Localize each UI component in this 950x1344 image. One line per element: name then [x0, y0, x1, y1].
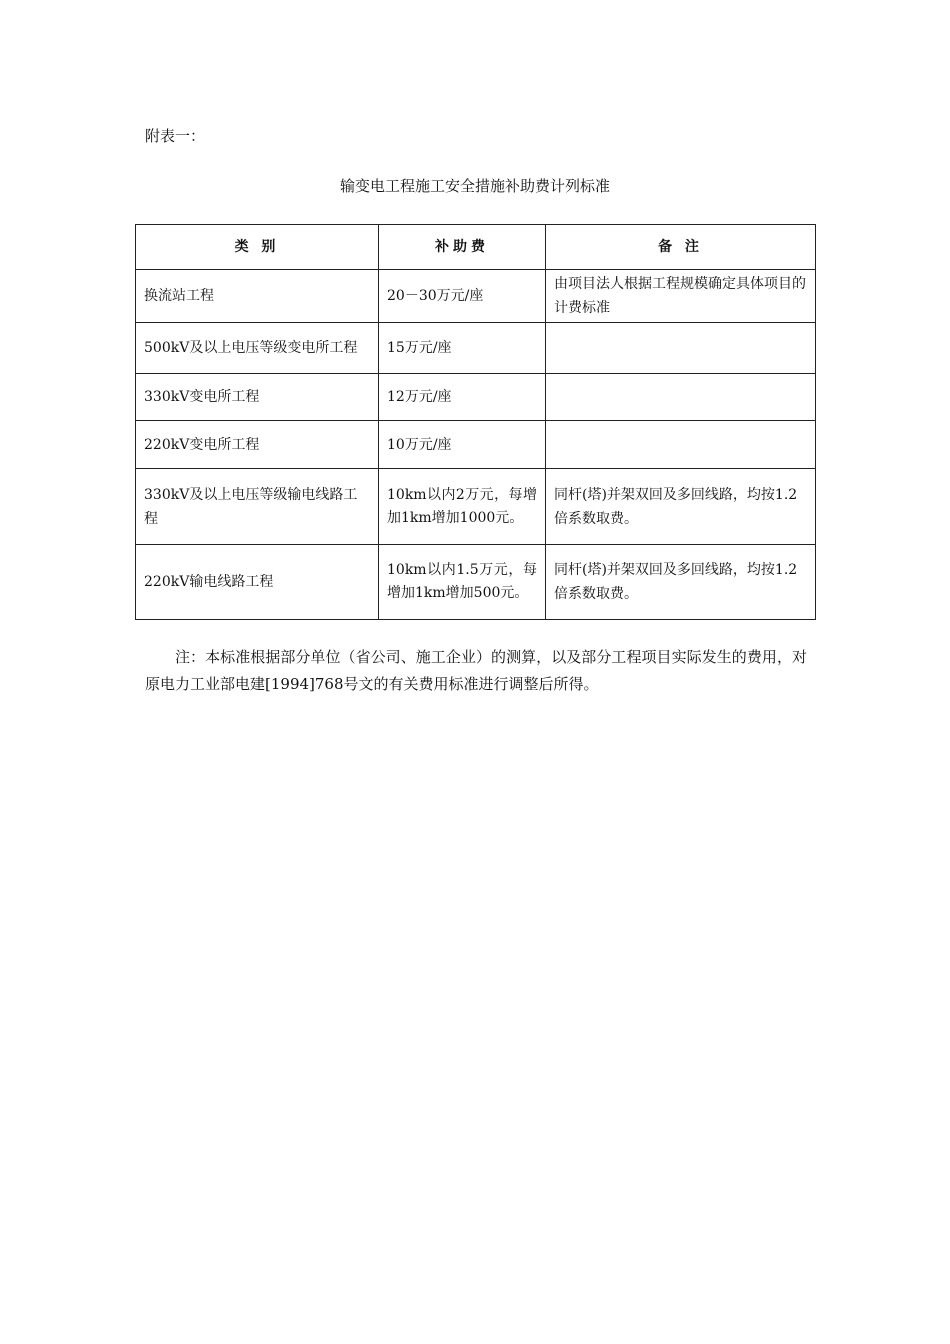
table-row	[136, 545, 816, 620]
remark-cell: 同杆(塔)并架双回及多回线路，均按1.2倍系数取费。	[546, 469, 816, 545]
attachment-label: 附表一：	[145, 127, 206, 145]
table-row	[136, 469, 816, 545]
remark-cell	[546, 421, 816, 469]
table-row	[136, 323, 816, 374]
footnote: 注：本标准根据部分单位（省公司、施工企业）的测算，以及部分工程项目实际发生的费用，对原电力工业部电建[1994]768号文的有关费用标准进行调整后所得。	[145, 648, 807, 693]
table-row	[136, 374, 816, 421]
document-title: 输变电工程施工安全措施补助费计列标准	[339, 177, 610, 195]
header-remark: 备 注	[546, 225, 816, 270]
category-cell: 换流站工程	[136, 270, 379, 323]
category-cell: 500kV及以上电压等级变电所工程	[136, 323, 379, 374]
remark-cell: 同杆(塔)并架双回及多回线路，均按1.2倍系数取费。	[546, 545, 816, 620]
header-category: 类 别	[136, 225, 379, 270]
remark-cell	[546, 374, 816, 421]
category-cell: 220kV输电线路工程	[136, 545, 379, 620]
subsidy-cell: 20－30万元/座	[379, 270, 546, 323]
category-cell: 220kV变电所工程	[136, 421, 379, 469]
category-cell: 330kV变电所工程	[136, 374, 379, 421]
subsidy-cell: 10km以内2万元，每增加1km增加1000元。	[379, 469, 546, 545]
remark-cell: 由项目法人根据工程规模确定具体项目的计费标准	[546, 270, 816, 323]
table-header-row	[136, 225, 816, 270]
category-cell: 330kV及以上电压等级输电线路工程	[136, 469, 379, 545]
subsidy-cell: 10万元/座	[379, 421, 546, 469]
table-row	[136, 421, 816, 469]
subsidy-cell: 12万元/座	[379, 374, 546, 421]
remark-cell	[546, 323, 816, 374]
subsidy-cell: 15万元/座	[379, 323, 546, 374]
subsidy-standard-table	[135, 224, 816, 620]
subsidy-cell: 10km以内1.5万元，每增加1km增加500元。	[379, 545, 546, 620]
header-subsidy: 补助费	[379, 225, 546, 270]
table-row	[136, 270, 816, 323]
